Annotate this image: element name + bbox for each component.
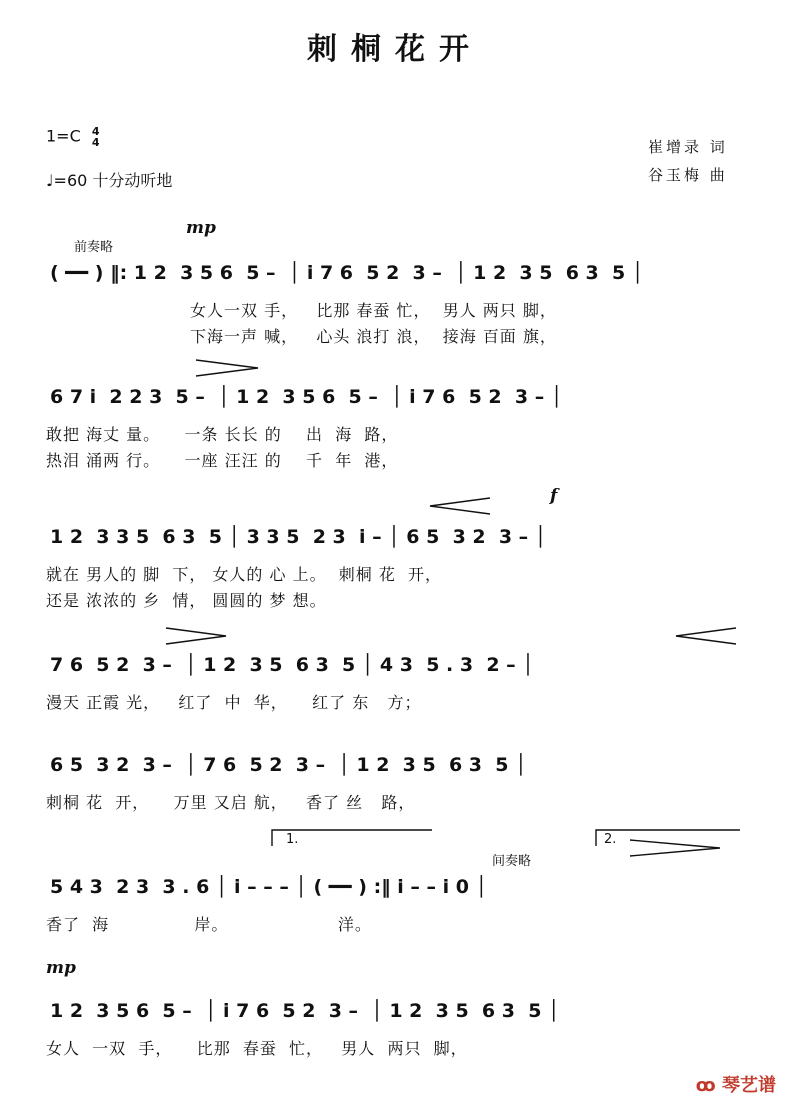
time-bottom: 4: [91, 136, 100, 149]
notes-row-3: 1 2 3 3 5 6 3 5 │ 3 3 5 2 3 i – │ 6 5 3 2 3 – │: [50, 526, 547, 548]
watermark-logo: [696, 1071, 776, 1097]
notes-row-4: 7 6 5 2 3 – │ 1 2 3 5 6 3 5 │ 4 3 5 . 3 2 – │: [50, 654, 534, 676]
notes-row-5: 6 5 3 2 3 – │ 7 6 5 2 3 – │ 1 2 3 5 6 3 5 │: [50, 754, 527, 776]
lyric-row-5-verse-1: 刺桐 花 开， 万里 又启 航， 香了 丝 路，: [46, 793, 416, 812]
volta-1-label: 1.: [286, 832, 299, 847]
lyric-row-3-verse-2: 还是 浓浓的 乡 情， 圆圆的 梦 想。: [46, 591, 327, 610]
lyric-row-4-verse-1: 漫天 正霞 光， 红了 中 华， 红了 东 方；: [46, 693, 422, 712]
key-label: 1=C: [46, 126, 81, 146]
composer-credit: 谷玉梅 曲: [648, 166, 728, 184]
decrescendo-hairpin-1: [196, 360, 258, 376]
song-title: 刺桐花开: [307, 32, 483, 67]
dynamic-f: f: [550, 486, 558, 506]
notes-row-2: 6 7 i 2 2 3 5 – │ 1 2 3 5 6 5 – │ i 7 6 5 2 3 – │: [50, 386, 563, 408]
decrescendo-hairpin-2: [166, 628, 226, 644]
time-top: 4: [91, 125, 100, 138]
watermark-text: 琴艺谱: [722, 1075, 776, 1096]
tempo-marking: ♩=60 十分动听地: [46, 171, 173, 190]
notes-row-7: 1 2 3 5 6 5 – │ i 7 6 5 2 3 – │ 1 2 3 5 6 3 5 │: [50, 1000, 560, 1022]
piano-icon: ꝏ: [695, 1075, 716, 1096]
notes-row-6: 5 4 3 2 3 3 . 6 │ i – – – │ ( ━━ ) :‖ i – – i 0 │: [50, 876, 488, 898]
prelude-label: 前奏略: [74, 240, 114, 255]
crescendo-hairpin-2: [676, 628, 736, 644]
lyric-row-2-verse-1: 敢把 海丈 量。 一条 长长 的 出 海 路，: [46, 425, 399, 444]
lyricist-credit: 崔增录 词: [648, 138, 728, 156]
notes-row-1: ( ━━ ) ‖: 1 2 3 5 6 5 – │ i 7 6 5 2 3 – │ 1 2 3 5 6 3 5 │: [50, 262, 644, 284]
lyric-row-2-verse-2: 热泪 涌两 行。 一座 汪汪 的 千 年 港，: [46, 451, 399, 470]
lyric-row-7-verse-1: 女人 一双 手， 比那 春蚕 忙， 男人 两只 脚，: [46, 1039, 468, 1058]
dynamic-mp-1: mp: [186, 218, 216, 238]
crescendo-hairpin-1: [430, 498, 490, 514]
volta-2-label: 2.: [604, 832, 617, 847]
dynamic-mp-2: mp: [46, 958, 76, 978]
lyric-row-6-verse-1: 香了 海 岸。 洋。: [46, 915, 372, 934]
volta-1-bracket: [272, 830, 432, 846]
lyric-row-3-verse-1: 就在 男人的 脚 下， 女人的 心 上。 刺桐 花 开，: [46, 565, 443, 584]
lyric-row-1-verse-2: 下海一声 喊， 心头 浪打 浪， 接海 百面 旗，: [190, 327, 557, 346]
interlude-label: 间奏略: [492, 854, 532, 869]
decrescendo-hairpin-3: [630, 840, 720, 856]
lyric-row-1-verse-1: 女人一双 手， 比那 春蚕 忙， 男人 两只 脚，: [190, 301, 557, 320]
